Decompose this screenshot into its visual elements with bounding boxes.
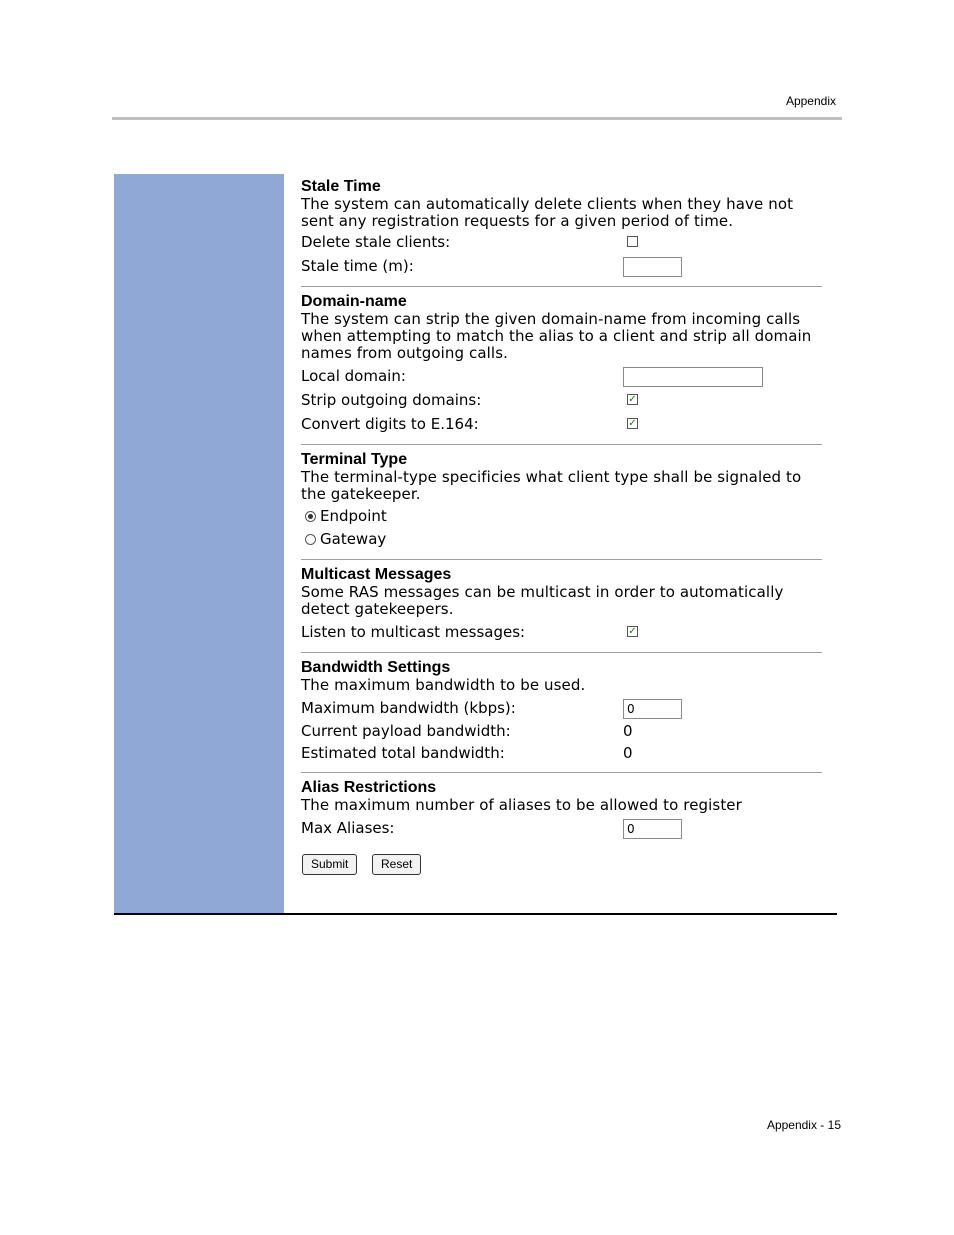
section-multicast — [301, 566, 822, 653]
section-title: Domain-name — [301, 293, 407, 310]
bottom-rule — [114, 913, 837, 915]
section-stale-time — [301, 178, 822, 287]
payload-bandwidth-value: 0 — [623, 722, 633, 740]
submit-button[interactable]: Submit — [302, 854, 357, 875]
gateway-label: Gateway — [320, 530, 387, 548]
max-bandwidth-label: Maximum bandwidth (kbps): — [301, 699, 516, 717]
section-title: Multicast Messages — [301, 566, 452, 583]
strip-domains-label: Strip outgoing domains: — [301, 391, 482, 409]
total-bandwidth-value: 0 — [623, 744, 633, 762]
local-domain-row — [301, 364, 822, 388]
section-description: The system can strip the given domain-name from incoming calls when attempting to match the alias to a client and strip all domain names from outgoing calls. — [301, 310, 812, 362]
stale-time-label: Stale time (m): — [301, 257, 414, 275]
delete-stale-row — [301, 230, 822, 254]
header-rule — [112, 117, 842, 120]
stale-time-input[interactable] — [623, 257, 682, 277]
payload-bandwidth-row — [301, 720, 822, 742]
section-title: Stale Time — [301, 178, 381, 195]
convert-digits-row — [301, 412, 822, 436]
stale-time-row — [301, 254, 822, 278]
section-bandwidth — [301, 659, 822, 773]
section-description: The maximum number of aliases to be allowed to register — [301, 796, 742, 814]
section-domain-name — [301, 293, 822, 445]
page-footer: Appendix - 15 — [766, 1118, 841, 1132]
max-aliases-row — [301, 816, 822, 840]
local-domain-input[interactable] — [623, 367, 763, 387]
radio-gateway-row[interactable] — [301, 528, 822, 551]
payload-bandwidth-label: Current payload bandwidth: — [301, 722, 511, 740]
sidebar-panel — [114, 174, 284, 914]
strip-domains-checkbox[interactable]: ✓ — [628, 394, 637, 405]
max-bandwidth-input[interactable] — [623, 699, 682, 719]
settings-form — [301, 174, 822, 892]
max-aliases-input[interactable] — [623, 819, 682, 839]
convert-digits-checkbox[interactable]: ✓ — [628, 418, 637, 429]
listen-multicast-row — [301, 620, 822, 644]
section-description: The maximum bandwidth to be used. — [301, 676, 586, 694]
total-bandwidth-label: Estimated total bandwidth: — [301, 744, 505, 762]
section-description: The system can automatically delete clients when they have not sent any registration requests for a given period of time. — [301, 195, 794, 230]
listen-multicast-label: Listen to multicast messages: — [301, 623, 526, 641]
max-bandwidth-row — [301, 696, 822, 720]
radio-endpoint-row[interactable] — [301, 505, 822, 528]
endpoint-radio[interactable] — [305, 511, 316, 522]
form-buttons — [301, 854, 822, 878]
section-terminal-type — [301, 451, 822, 560]
listen-multicast-checkbox[interactable]: ✓ — [628, 626, 637, 637]
section-title: Alias Restrictions — [301, 779, 437, 796]
section-description: Some RAS messages can be multicast in order to automatically detect gatekeepers. — [301, 583, 784, 618]
total-bandwidth-row — [301, 742, 822, 764]
section-alias — [301, 779, 822, 886]
section-title: Bandwidth Settings — [301, 659, 451, 676]
gateway-radio[interactable] — [305, 534, 316, 545]
section-description: The terminal-type specificies what client type shall be signaled to the gatekeeper. — [301, 468, 802, 503]
strip-domains-row — [301, 388, 822, 412]
max-aliases-label: Max Aliases: — [301, 819, 395, 837]
delete-stale-label: Delete stale clients: — [301, 233, 451, 251]
reset-button[interactable]: Reset — [372, 854, 421, 875]
section-title: Terminal Type — [301, 451, 408, 468]
running-head: Appendix — [785, 94, 836, 108]
endpoint-label: Endpoint — [320, 507, 387, 525]
delete-stale-checkbox[interactable] — [627, 236, 638, 247]
local-domain-label: Local domain: — [301, 367, 406, 385]
convert-digits-label: Convert digits to E.164: — [301, 415, 479, 433]
